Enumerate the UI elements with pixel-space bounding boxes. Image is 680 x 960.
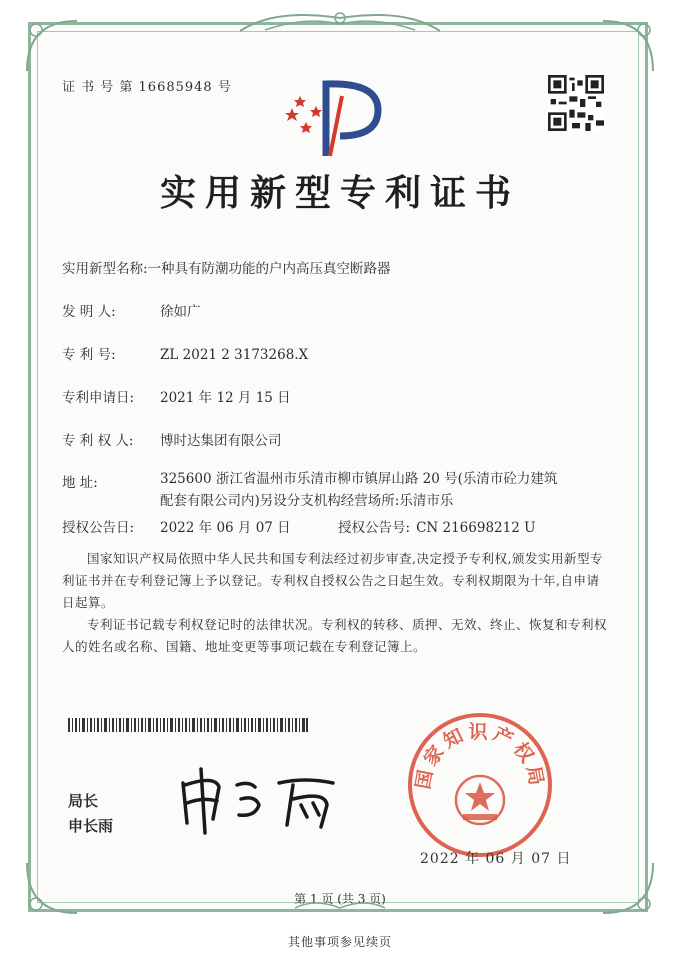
statement-paragraph-1: 国家知识产权局依照中华人民共和国专利法经过初步审查,决定授予专利权,颁发实用新型专利证书并在专利登记簿上予以登记。专利权自授权公告之日起生效。专利权期限为十年,自申请日起算。: [62, 551, 603, 610]
field-patent-number: [62, 343, 308, 363]
field-value: 徐如广: [160, 304, 201, 320]
field-address-value: 325600 浙江省温州市乐清市柳市镇屏山路 20 号(乐清市砼力建筑配套有限公司内)另设分支机构经营场所:乐清市乐: [160, 471, 558, 509]
field-application-date: [62, 386, 291, 406]
field-utility-model-name: [62, 257, 391, 277]
patent-office-logo: [278, 78, 388, 158]
corner-ornament-top-right: [598, 16, 658, 76]
footer-note: 其他事项参见续页: [287, 935, 392, 949]
field-value: ZL 2021 2 3173268.X: [160, 347, 309, 363]
field-label: 专利申请日:: [62, 390, 135, 406]
bottom-ornament: [290, 898, 390, 918]
seal-date: 2022 年 06 月 07 日: [420, 851, 572, 867]
field-inventor: [62, 300, 201, 320]
field-grant-date: [62, 516, 291, 536]
handwritten-signature: [175, 765, 345, 835]
corner-ornament-top-left: [22, 16, 82, 76]
top-ornament: [235, 6, 445, 36]
director-title: 局长: [68, 792, 99, 810]
field-value: 一种具有防潮功能的户内高压真空断路器: [147, 261, 391, 277]
corner-ornament-bottom-left: [22, 858, 82, 918]
field-label: 专 利 号:: [62, 347, 116, 363]
field-label: 专 利 权 人:: [62, 433, 134, 449]
statement-paragraph-2: 专利证书记载专利权登记时的法律状况。专利权的转移、质押、无效、终止、恢复和专利权人的姓名或名称、国籍、地址变更等事项记载在专利登记簿上。: [62, 617, 608, 654]
official-seal: [405, 710, 555, 860]
barcode: [68, 718, 308, 732]
field-label: 授权公告号:: [338, 520, 411, 536]
field-value: CN 216698212 U: [416, 520, 536, 536]
field-label: 地 址:: [62, 475, 98, 491]
field-patentee: [62, 429, 282, 449]
field-grant-number: [338, 516, 535, 536]
field-value: 2022 年 06 月 07 日: [160, 520, 291, 536]
field-address-label: [62, 471, 160, 491]
qr-code: [548, 75, 604, 131]
corner-ornament-bottom-right: [598, 858, 658, 918]
field-label: 实用新型名称:: [62, 261, 148, 277]
page-number: 第 1 页 (共 3 页): [294, 892, 386, 906]
certificate-title: 实用新型专利证书: [159, 172, 520, 214]
field-label: 发 明 人:: [62, 304, 116, 320]
field-label: 授权公告日:: [62, 520, 135, 536]
svg-text:国家知识产权局: 国家知识产权局: [412, 721, 548, 791]
certificate-number: 证 书 号 第 16685948 号: [62, 80, 232, 95]
field-value: 2021 年 12 月 15 日: [160, 390, 291, 406]
field-value: 博时达集团有限公司: [160, 433, 282, 449]
director-name: 申长雨: [68, 817, 114, 835]
